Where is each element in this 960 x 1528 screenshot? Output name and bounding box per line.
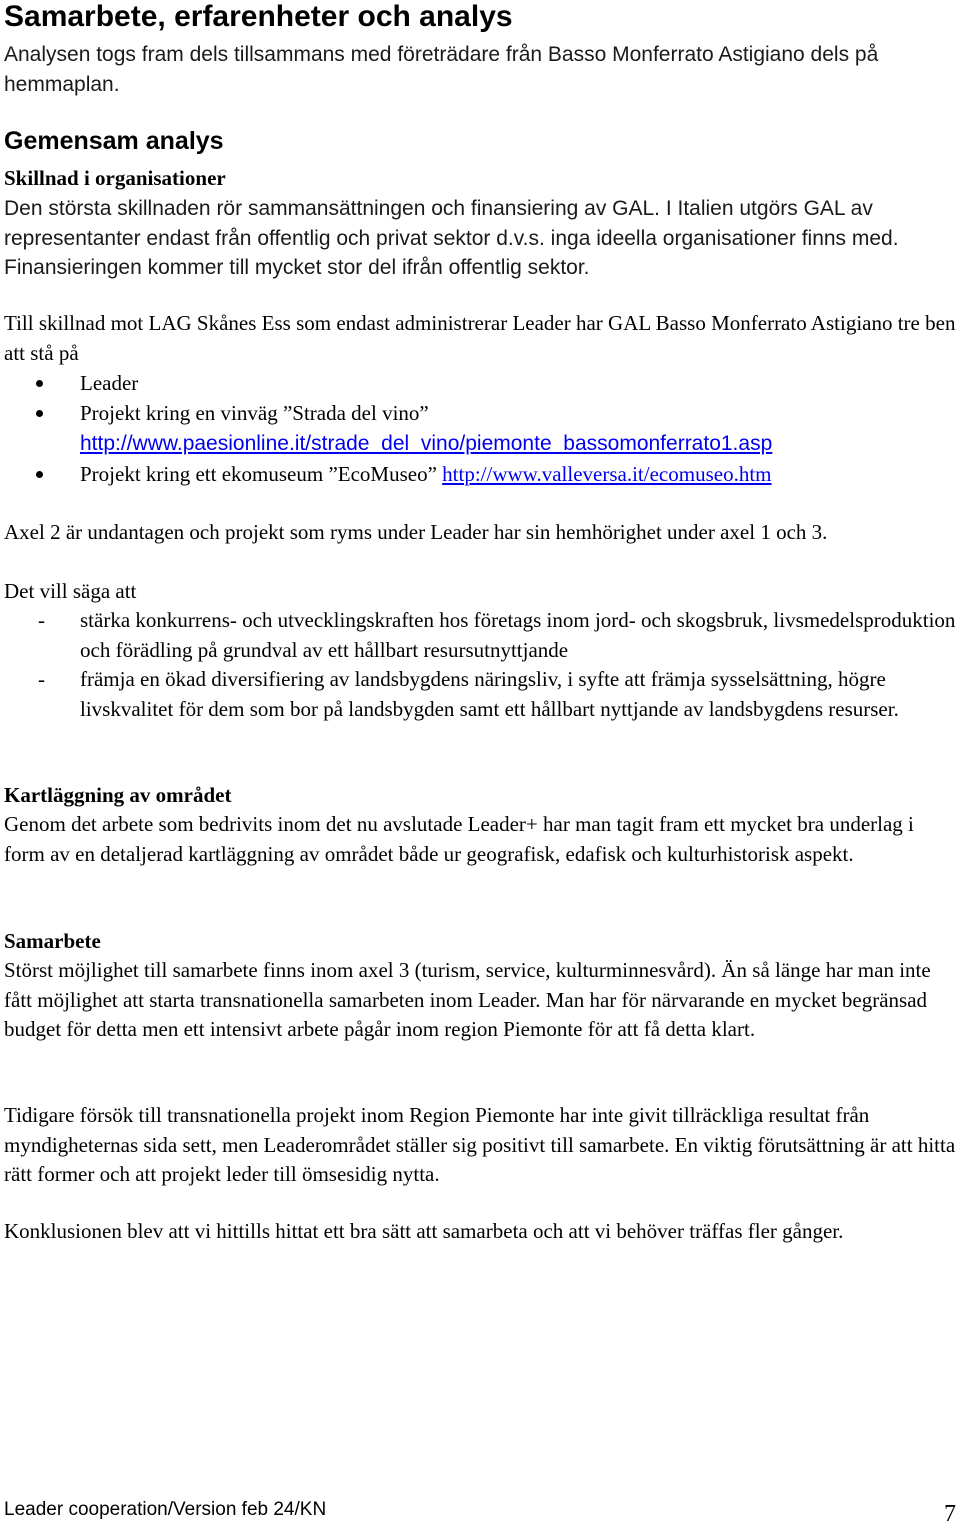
- kart-heading: Kartläggning av området: [4, 783, 232, 807]
- dash-marker: -: [38, 667, 45, 691]
- samarbete-paragraph: Störst möjlighet till samarbete finns inom axel 3 (turism, service, kulturminnesvård). Än så länge har man inte fått möjlighet att starta transnationella samarbeten inom Leader. Man har för närvarande en mycket begränsad budget för detta men ett intensivt arbete pågår inom region Piemonte för att få detta klart.: [4, 958, 931, 1041]
- konklusion-paragraph: Konklusionen blev att vi hittills hittat ett bra sätt att samarbeta och att vi behöver träffas fler gånger.: [4, 1219, 844, 1243]
- bullet-dot-icon: [36, 410, 43, 417]
- dash-text: stärka konkurrens- och utvecklingskraften hos företags inom jord- och skogsbruk, livsmedelsproduktion och förädling på grundval av ett hållbart resursutnyttjande: [80, 608, 956, 662]
- page-number: 7: [944, 1501, 956, 1527]
- bullet-text: Projekt kring ett ekomuseum ”EcoMuseo”: [80, 462, 437, 486]
- dash-item-1: [4, 606, 956, 665]
- tidigare-paragraph: Tidigare försök till transnationella projekt inom Region Piemonte har inte givit tillräckliga resultat från myndigheternas sida sett, men Leaderområdet ställer sig positivt till samarbete. En viktig förutsättning är att hitta rätt former och att projekt leder till ömsesidig nytta.: [4, 1103, 956, 1186]
- skillnad-paragraph: Den största skillnaden rör sammansättningen och finansiering av GAL. I Italien utgörs GAL av representanter endast från offentlig och privat sektor d.v.s. inga ideella organisationer finns med. Finansieringen kommer till mycket stor del ifrån offentlig sektor.: [4, 197, 899, 279]
- intro-paragraph: Analysen togs fram dels tillsammans med företrädare från Basso Monferrato Astigiano dels på hemmaplan.: [4, 43, 879, 96]
- bullet-item-leader: [4, 368, 956, 398]
- bullet-text: Leader: [80, 371, 139, 395]
- link-paesionline[interactable]: http://www.paesionline.it/strade_del_vino/piemonte_bassomonferrato1.asp: [80, 432, 773, 455]
- till-skillnad-paragraph: Till skillnad mot LAG Skånes Ess som endast administrerar Leader har GAL Basso Monferrato Astigiano tre ben att stå på: [4, 311, 956, 365]
- page-heading: Samarbete, erfarenheter och analys: [4, 0, 513, 33]
- bullet-list: [4, 368, 956, 489]
- bullet-text: Projekt kring en vinväg ”Strada del vino”: [80, 401, 429, 425]
- footer-version: Leader cooperation/Version feb 24/KN: [4, 1499, 327, 1520]
- dash-marker: -: [38, 608, 45, 632]
- bullet-item-ecomuseo: [4, 459, 956, 489]
- dash-item-2: [4, 665, 956, 724]
- dash-text: främja en ökad diversifiering av landsbygdens näringsliv, i syfte att främja sysselsättning, högre livskvalitet för dem som bor på landsbygden samt ett hållbart nyttjande av landsbygdens resurser.: [80, 667, 899, 721]
- det-vill-paragraph: Det vill säga att: [4, 579, 137, 603]
- subheading-skillnad: Skillnad i organisationer: [4, 166, 226, 190]
- link-valleversa[interactable]: http://www.valleversa.it/ecomuseo.htm: [442, 462, 772, 486]
- samarbete-heading: Samarbete: [4, 929, 101, 953]
- dash-list: [4, 606, 956, 724]
- bullet-item-strada: [4, 398, 956, 459]
- page-footer: [4, 1496, 956, 1527]
- axel-paragraph: Axel 2 är undantagen och projekt som ryms under Leader har sin hemhörighet under axel 1 och 3.: [4, 520, 828, 544]
- kart-paragraph: Genom det arbete som bedrivits inom det nu avslutade Leader+ har man tagit fram ett mycket bra underlag i form av en detaljerad kartläggning av området både ur geografisk, edafisk och kulturhistorisk aspekt.: [4, 812, 914, 866]
- bullet-dot-icon: [36, 380, 43, 387]
- section-heading-gemensam: Gemensam analys: [4, 127, 224, 155]
- bullet-dot-icon: [36, 471, 43, 478]
